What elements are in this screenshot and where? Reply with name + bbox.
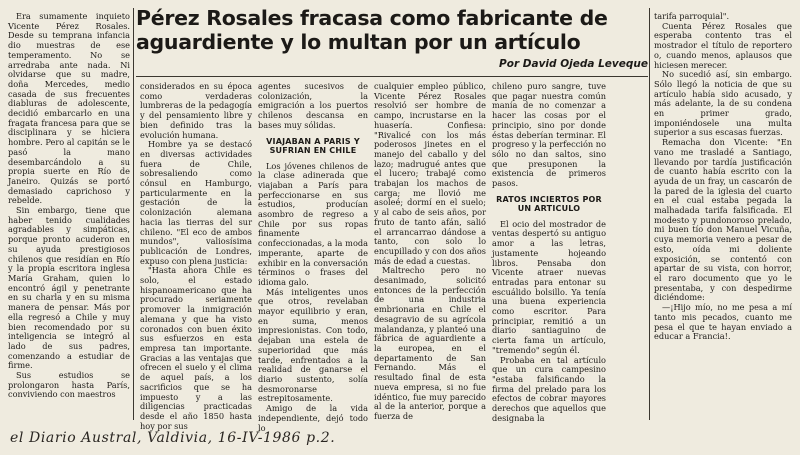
article-column-2 bbox=[140, 81, 252, 431]
article-headline: Pérez Rosales fracasa como fabricante de aguardiente y lo multan por un artículo bbox=[136, 6, 608, 54]
paragraph: El ocio del mostrador de ventas despertó su antiguo amor a las letras, justamente hojeando libros. Pensaba don Vicente atraer nuevas entradas para entonar su escuálido bolsillo. Ya tenía una buena experiencia como escritor. Para principiar, remitió a un diario santiaguino de cierta fama un artículo, "tremendo" según él. bbox=[492, 218, 606, 355]
article-column-1 bbox=[8, 12, 130, 424]
paragraph: Hombre ya se destacó en diversas actividades fuera de Chile, sobresaliendo como cónsul en Hamburgo, particularmente en la gestación de la colonización alemana hacia las tierras del sur chileno. "El eco de ambos mundos", valiosísima publicación de Londres, expuso con plena justicia: bbox=[140, 139, 252, 266]
paragraph: Era sumamente inquieto Vicente Pérez Rosales. Desde su temprana infancia dio muestras de ese temperamento. No se arredraba ante nada. Ni olvidarse que su madre, doña Mercedes, medio casada de sus frecuentes diabluras de adolescente, decidió embarcarlo en una fragata francesa para que se disciplinara y se hiciera hombre. Pero al capitán se le pasó la mano desembarcándolo a su propia suerte en Río de Janeiro. Quizás se portó demasiado caprichoso y rebelde. bbox=[8, 11, 130, 206]
paragraph: chileno puro sangre, tuve que pagar nuestra común manía de no comenzar a hacer las cosas por el principio, sino por donde éstas deberían terminar. El progreso y la perfección no sólo no dan saltos, sino que presuponen la existencia de primeros pasos. bbox=[492, 81, 606, 189]
paragraph: Maltrecho pero no desanimado, solicitó entonces de la perfección de una industria embrionaria en Chile el desagravio de su agrícola malandanza, y planteó una fábrica de aguardiente a la europea, en el departamento de San Fernando. Más el resultado final de esta nueva empresa, si no fue idéntico, fue muy parecido al de la anterior, porque a fuerza de bbox=[374, 265, 486, 421]
section-subhead: VIAJABAN A PARIS Y SUFRIAN EN CHILE bbox=[266, 136, 360, 156]
paragraph: cualquier empleo público, Vicente Pérez Rosales resolvió ser hombre de campo, incrustarse en la huasería. Confiesa: "Rivalicé con los más poderosos jinetes en el manejo del caballo y del lazo; madrugué antes que el lucero; trabajé como trabajan los machos de carga; me llovió me asoleé; dormí en el suelo; y al cabo de seis años, por fruto de tanto afán, salió el arrancarrao dándose a tanto, con solo lo encupillado y con dos años más de edad a cuestas. bbox=[374, 81, 486, 266]
paragraph: Más inteligentes unos que otros, revelaban mayor equilibrio y eran, en suma, menos impresionistas. Con todo, dejaban una estela de superioridad que más tarde, enfrentados a la realidad de ganarse el diario sustento, solía desmoronarse estrepitosamente. bbox=[258, 286, 368, 404]
paragraph: Los jóvenes chilenos de la clase adinerada que viajaban a París para perfeccionarse en sus estudios, producían asombro de regreso a Chile por sus ropas finamente confeccionadas, a la moda imperante, aparte de exhibir en la conversación términos o frases del idioma galo. bbox=[258, 160, 368, 287]
column-rule bbox=[649, 8, 650, 420]
paragraph: tarifa parroquial". bbox=[654, 11, 730, 21]
paragraph: —¡Hijo mío, no me pesa a mí tanto mis pecados, cuanto me pesa el que te hayan enviado a educar a Francia!. bbox=[654, 302, 792, 342]
headline-underline bbox=[136, 76, 648, 77]
paragraph: Probaba en tal artículo que un cura campesino "estaba falsificando la firma del prelado para los efectos de cobrar mayores derechos que aquellos que designaba la bbox=[492, 354, 606, 423]
article-column-4 bbox=[374, 82, 486, 424]
paragraph: Remacha don Vicente: "En vano me trasladé a Santiago, llevando por tardía justificación de cuanto había escrito con la ayuda de un fray, un cascarón de la pared de la iglesia del cuarto en el cual estaba pegada la malhadada tarifa falsificada. El modesto y pundonoroso prelado, mi buen tío don Manuel Vicuña, cuya memoria venero a pesar de esto, oída mi doliente exposición, se contentó con apartar de su vista, con horror, el raro documento que yo le presentaba, y con despedirme diciéndome: bbox=[654, 137, 792, 303]
paragraph: agentes sucesivos de colonización, la emigración a los puertos chilenos descansa en bases muy sólidas. bbox=[258, 81, 368, 130]
article-column-5 bbox=[492, 82, 606, 424]
article-column-3 bbox=[258, 81, 368, 433]
paragraph: Sus estudios se prolongaron hasta París, conviviendo con maestros bbox=[8, 370, 130, 400]
paragraph: Amigo de la vida independiente, dejó todo lo bbox=[258, 403, 368, 433]
article-column-6 bbox=[654, 12, 792, 424]
paragraph: Cuenta Pérez Rosales que esperaba contento tras el mostrador el título de reportero o, cuando menos, aplausos que hiciesen merecer. bbox=[654, 20, 792, 70]
handwritten-source-note: el Diario Austral, Valdivia, 16-IV-1986 p.2. bbox=[10, 430, 336, 446]
paragraph: considerados en su época como verdaderas lumbreras de la pedagogía y del pensamiento libre y bien definido tras la evolución humana. bbox=[140, 81, 252, 140]
column-rule bbox=[133, 8, 134, 420]
article-byline: Por David Ojeda Leveque bbox=[499, 58, 648, 70]
paragraph: Sin embargo, tiene que haber tenido cualidades agradables y simpáticas, porque pronto acuderon en su ayuda prestigiosos chilenos que residían en Río y la propia escritora inglesa María Graham, quien lo encontró ágil y penetrante en su charla y en su misma manera de pensar. Más por ella regresó a Chile y muy bien recomendado por su inteligencia se integró al lado de sus padres, comenzando a estudiar de firme. bbox=[8, 205, 130, 371]
paragraph: No sucedió así, sin embargo. Sólo llegó la noticia de que su artículo había sido acusado, y más adelante, la de su condena en primer grado, imponiéndosele una multa superior a sus escasas fuerzas. bbox=[654, 69, 792, 138]
paragraph: "Hasta ahora Chile es solo, el estado hispanoamericano que ha procurado seriamente promover la inmigración alemana y que ha visto coronados con buen éxito sus esfuerzos en esta empresa tan importante. Gracias a las ventajas que ofrecen el suelo y el clima de aquel país, a los sacrificios que se ha impuesto y a las diligencias practicadas desde el año 1850 hasta hoy por sus bbox=[140, 265, 252, 431]
section-subhead: RATOS INCIERTOS POR UN ARTICULO bbox=[496, 194, 602, 214]
